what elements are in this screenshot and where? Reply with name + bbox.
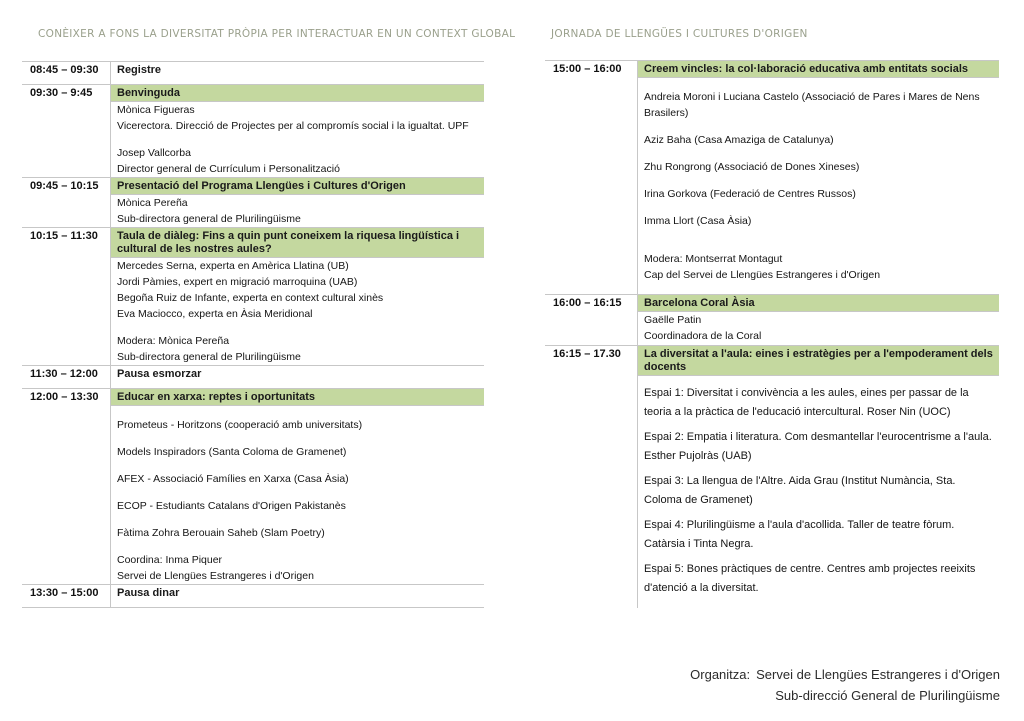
spacer — [117, 541, 478, 552]
time-slot: 08:45 – 09:30 — [30, 64, 99, 76]
session-title: Presentació del Programa Llengües i Cultures d'Origen — [111, 178, 484, 195]
session-title: Pausa esmorzar — [117, 368, 202, 380]
detail-line: Modera: Mònica Pereña — [117, 335, 230, 347]
detail-line: Coordinadora de la Coral — [644, 330, 762, 342]
schedule-row — [22, 62, 484, 85]
detail-line: Irina Gorkova (Federació de Centres Russos) — [644, 188, 856, 200]
detail-line: ECOP - Estudiants Catalans d'Origen Pakistanès — [117, 500, 346, 512]
time-slot: 11:30 – 12:00 — [30, 368, 98, 380]
spacer — [117, 406, 478, 417]
right-header: JORNADA DE LLENGÜES I CULTURES D'ORIGEN — [551, 28, 808, 40]
detail-line: Modera: Montserrat Montagut — [644, 253, 783, 265]
left-header: CONÈIXER A FONS LA DIVERSITAT PRÒPIA PER INTERACTUAR EN UN CONTEXT GLOBAL — [38, 28, 516, 40]
schedule-row — [22, 228, 484, 366]
time-slot: 12:00 – 13:30 — [30, 391, 99, 403]
spacer — [117, 460, 478, 471]
spacer — [117, 134, 478, 145]
session-title: La diversitat a l'aula: eines i estratègies per a l'empoderament dels docents — [638, 346, 999, 376]
spacer — [644, 240, 993, 251]
workshop-item: Espai 4: Plurilingüisme a l'aula d'acollida. Taller de teatre fòrum. Catàrsia i Tinta Negra. — [644, 519, 955, 550]
spacer — [644, 78, 993, 89]
session-details — [638, 312, 999, 344]
session-details — [638, 78, 999, 294]
session-cell — [110, 62, 484, 84]
detail-line: Gaëlle Patin — [644, 314, 702, 326]
spacer — [117, 487, 478, 498]
time-slot: 10:15 – 11:30 — [30, 230, 98, 242]
time-slot: 15:00 – 16:00 — [553, 63, 622, 75]
session-title: Benvinguda — [111, 85, 484, 102]
time-slot: 16:15 – 17.30 — [553, 348, 621, 360]
session-cell — [110, 389, 484, 584]
session-cell — [110, 85, 484, 177]
spacer — [644, 202, 993, 213]
workshop-item: Espai 5: Bones pràctiques de centre. Centres amb projectes reeixits d'atenció a la diversitat. — [644, 563, 976, 594]
organizer-label: Organitza: — [690, 667, 751, 682]
detail-line: Sub-directora general de Plurilingüisme — [117, 213, 301, 225]
spacer — [644, 121, 993, 132]
detail-line: Jordi Pàmies, expert en migració marroquina (UAB) — [117, 276, 358, 288]
time-slot: 13:30 – 15:00 — [30, 587, 99, 599]
detail-line: AFEX - Associació Famílies en Xarxa (Casa Àsia) — [117, 473, 349, 485]
session-details — [111, 406, 484, 584]
spacer — [644, 148, 993, 159]
detail-line: Models Inspiradors (Santa Coloma de Gramenet) — [117, 446, 347, 458]
session-title: Pausa dinar — [117, 587, 180, 599]
session-title: Creem vincles: la col·laboració educativa amb entitats socials — [638, 61, 999, 78]
detail-line: Mònica Figueras — [117, 104, 195, 116]
spacer — [644, 283, 993, 294]
detail-line: Fàtima Zohra Berouain Saheb (Slam Poetry) — [117, 527, 325, 539]
detail-line: Josep Vallcorba — [117, 147, 191, 159]
detail-line: Prometeus - Horitzons (cooperació amb universitats) — [117, 419, 363, 431]
time-slot: 09:30 – 9:45 — [30, 87, 93, 99]
spacer — [644, 229, 993, 240]
detail-line: Eva Maciocco, experta en Àsia Meridional — [117, 308, 313, 320]
detail-line: Cap del Servei de Llengües Estrangeres i d'Origen — [644, 269, 881, 281]
schedule-row — [22, 366, 484, 389]
spacer — [117, 433, 478, 444]
detail-line: Mònica Pereña — [117, 197, 188, 209]
detail-line: Servei de Llengües Estrangeres i d'Origen — [117, 570, 314, 582]
spacer — [117, 514, 478, 525]
detail-line: Mercedes Serna, experta en Amèrica Llatina (UB) — [117, 260, 349, 272]
session-details — [111, 195, 484, 227]
detail-line: Imma Llort (Casa Àsia) — [644, 215, 752, 227]
session-cell — [637, 295, 999, 345]
schedule-row — [545, 295, 999, 346]
time-slot: 16:00 – 16:15 — [553, 297, 622, 309]
session-cell — [637, 61, 999, 294]
organizer-line1: Servei de Llengües Estrangeres i d'Origen — [756, 667, 1000, 682]
organizer-line2: Sub-direcció General de Plurilingüisme — [775, 688, 1000, 703]
schedule-row — [22, 85, 484, 178]
workshop-item: Espai 1: Diversitat i convivència a les aules, eines per passar de la teoria a la pràctica de l'educació intercultural. Roser Nin (UOC) — [644, 387, 969, 418]
detail-line: Coordina: Inma Piquer — [117, 554, 223, 566]
session-title: Barcelona Coral Àsia — [638, 295, 999, 312]
detail-line: Director general de Currículum i Personalització — [117, 163, 340, 175]
detail-line: Zhu Rongrong (Associació de Dones Xineses) — [644, 161, 860, 173]
schedule-row — [22, 585, 484, 608]
session-title: Registre — [117, 64, 162, 76]
session-details — [111, 102, 484, 177]
time-slot: 09:45 – 10:15 — [30, 180, 99, 192]
detail-line: Begoña Ruiz de Infante, experta en context cultural xinès — [117, 292, 384, 304]
workshop-list — [638, 376, 999, 608]
session-title: Educar en xarxa: reptes i oportunitats — [111, 389, 484, 406]
detail-line: Andreia Moroni i Luciana Castelo (Associació de Pares i Mares de Nens Brasilers) — [644, 91, 980, 119]
schedule-row — [545, 61, 999, 295]
workshop-item: Espai 2: Empatia i literatura. Com desmantellar l'eurocentrisme a l'aula. Esther Pujolràs (UAB) — [644, 431, 992, 462]
workshop-item: Espai 3: La llengua de l'Altre. Aida Grau (Institut Numància, Sta. Coloma de Gramenet) — [644, 475, 956, 506]
detail-line: Vicerectora. Direcció de Projectes per al compromís social i la igualtat. UPF — [117, 120, 469, 132]
spacer — [117, 322, 478, 333]
schedule-row — [545, 346, 999, 608]
left-schedule-table — [22, 61, 484, 608]
organizer-footer — [690, 664, 1000, 706]
session-details — [111, 258, 484, 365]
right-schedule-table — [545, 60, 999, 608]
detail-line: Aziz Baha (Casa Amaziga de Catalunya) — [644, 134, 834, 146]
detail-line: Sub-directora general de Plurilingüisme — [117, 351, 301, 363]
schedule-row — [22, 389, 484, 585]
session-cell — [110, 585, 484, 607]
schedule-row — [22, 178, 484, 228]
session-title: Taula de diàleg: Fins a quin punt coneixem la riquesa lingüística i cultural de les nostres aules? — [111, 228, 484, 258]
session-cell — [110, 178, 484, 227]
session-cell — [637, 346, 999, 608]
session-cell — [110, 228, 484, 365]
spacer — [644, 175, 993, 186]
session-cell — [110, 366, 484, 388]
